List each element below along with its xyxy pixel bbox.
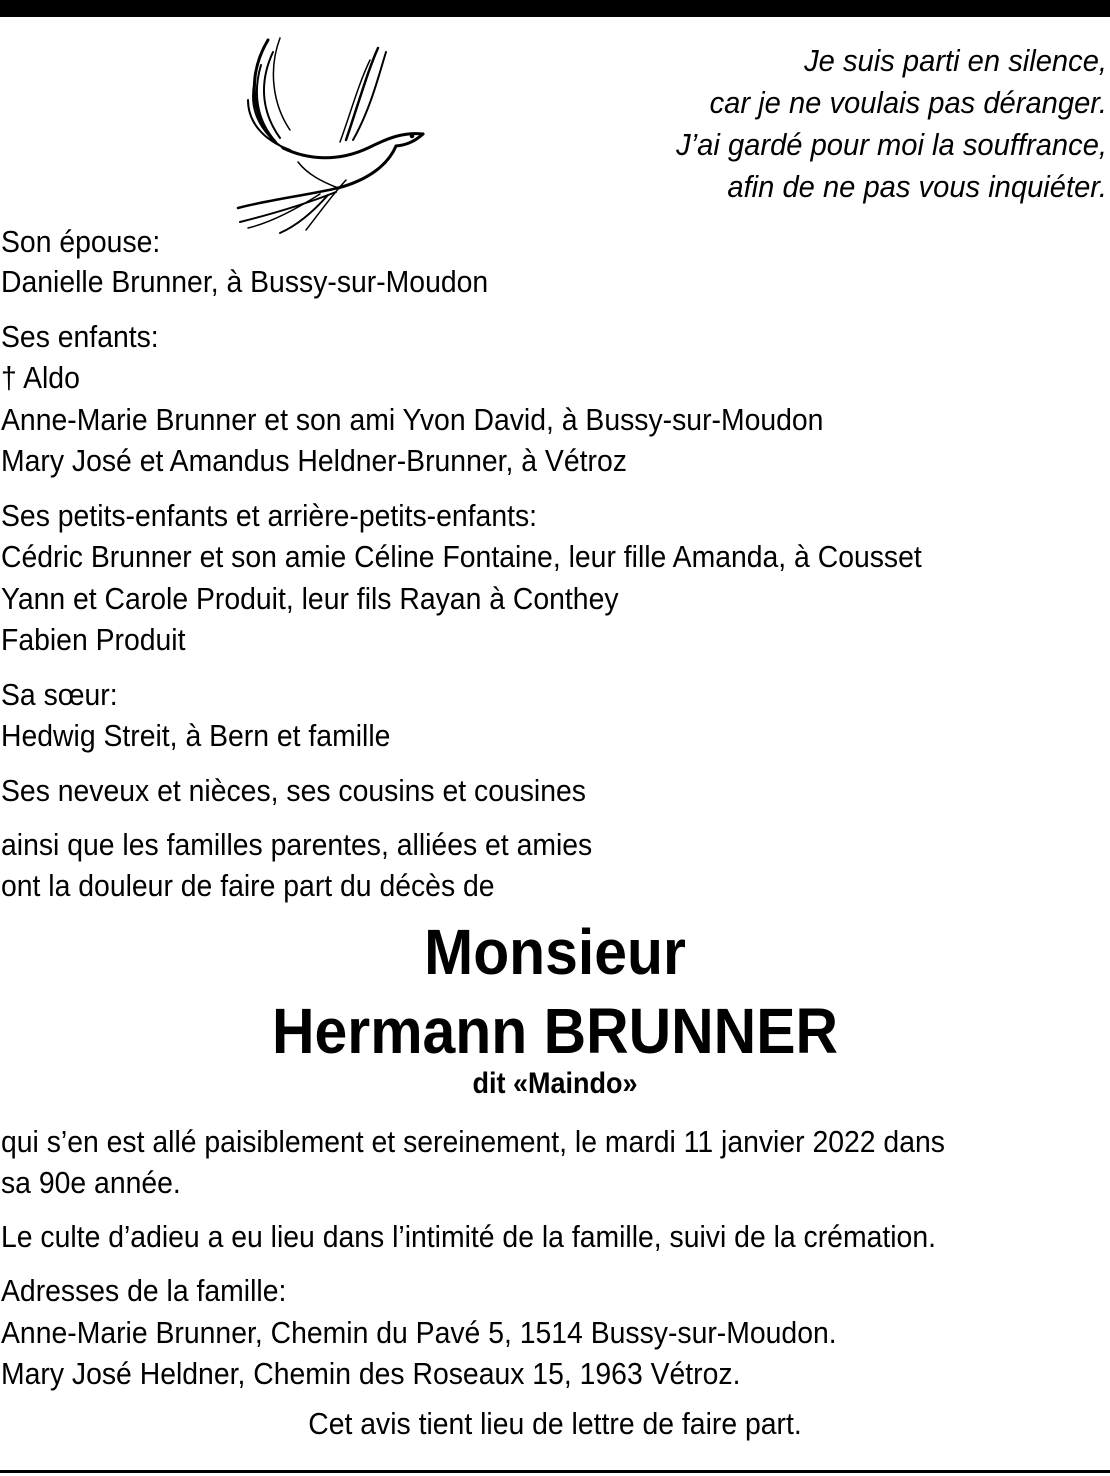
poem-line: afin de ne pas vous inquiéter. xyxy=(727,169,1107,204)
sister-heading: Sa sœur: xyxy=(1,677,118,712)
closing-note: Cet avis tient lieu de lettre de faire part. xyxy=(308,1406,802,1441)
children-line: Anne-Marie Brunner et son ami Yvon David, à Bussy-sur-Moudon xyxy=(1,402,824,437)
address-line: Anne-Marie Brunner, Chemin du Pavé 5, 1514 Bussy-sur-Moudon. xyxy=(1,1315,837,1350)
grandchildren-line: Fabien Produit xyxy=(1,622,186,657)
addresses-heading: Adresses de la famille: xyxy=(1,1273,287,1308)
children-line: † Aldo xyxy=(1,360,80,395)
ceremony-line: Le culte d’adieu a eu lieu dans l’intimité de la famille, suivi de la crémation. xyxy=(1,1219,936,1254)
deceased-nickname: dit «Maindo» xyxy=(472,1067,638,1100)
grandchildren-heading: Ses petits-enfants et arrière-petits-enfants: xyxy=(1,498,538,533)
top-border xyxy=(0,0,1110,17)
poem-line: Je suis parti en silence, xyxy=(804,43,1107,78)
children-line: Mary José et Amandus Heldner-Brunner, à Vétroz xyxy=(1,443,627,478)
relatives-line: Ses neveux et nièces, ses cousins et cousines xyxy=(1,773,586,808)
passing-line: sa 90e année. xyxy=(1,1165,181,1200)
passing-line: qui s’en est allé paisiblement et sereinement, le mardi 11 janvier 2022 dans xyxy=(1,1124,945,1159)
children-heading: Ses enfants: xyxy=(1,319,159,354)
announcement-line: ont la douleur de faire part du décès de xyxy=(1,868,495,903)
announcement-line: ainsi que les familles parentes, alliées et amies xyxy=(1,827,593,862)
dove-icon xyxy=(228,30,433,235)
address-line: Mary José Heldner, Chemin des Roseaux 15, 1963 Vétroz. xyxy=(1,1356,741,1391)
bottom-border xyxy=(0,1470,1110,1473)
spouse-heading: Son épouse: xyxy=(1,224,161,259)
poem xyxy=(524,40,1107,208)
sister-line: Hedwig Streit, à Bern et famille xyxy=(1,718,391,753)
grandchildren-line: Cédric Brunner et son amie Céline Fontaine, leur fille Amanda, à Cousset xyxy=(1,539,922,574)
deceased-name: Hermann BRUNNER xyxy=(272,995,838,1067)
spouse-line: Danielle Brunner, à Bussy-sur-Moudon xyxy=(1,264,489,299)
poem-line: J’ai gardé pour moi la souffrance, xyxy=(676,127,1107,162)
poem-line: car je ne voulais pas déranger. xyxy=(709,85,1107,120)
deceased-honorific: Monsieur xyxy=(424,916,686,988)
grandchildren-line: Yann et Carole Produit, leur fils Rayan à Conthey xyxy=(1,581,619,616)
